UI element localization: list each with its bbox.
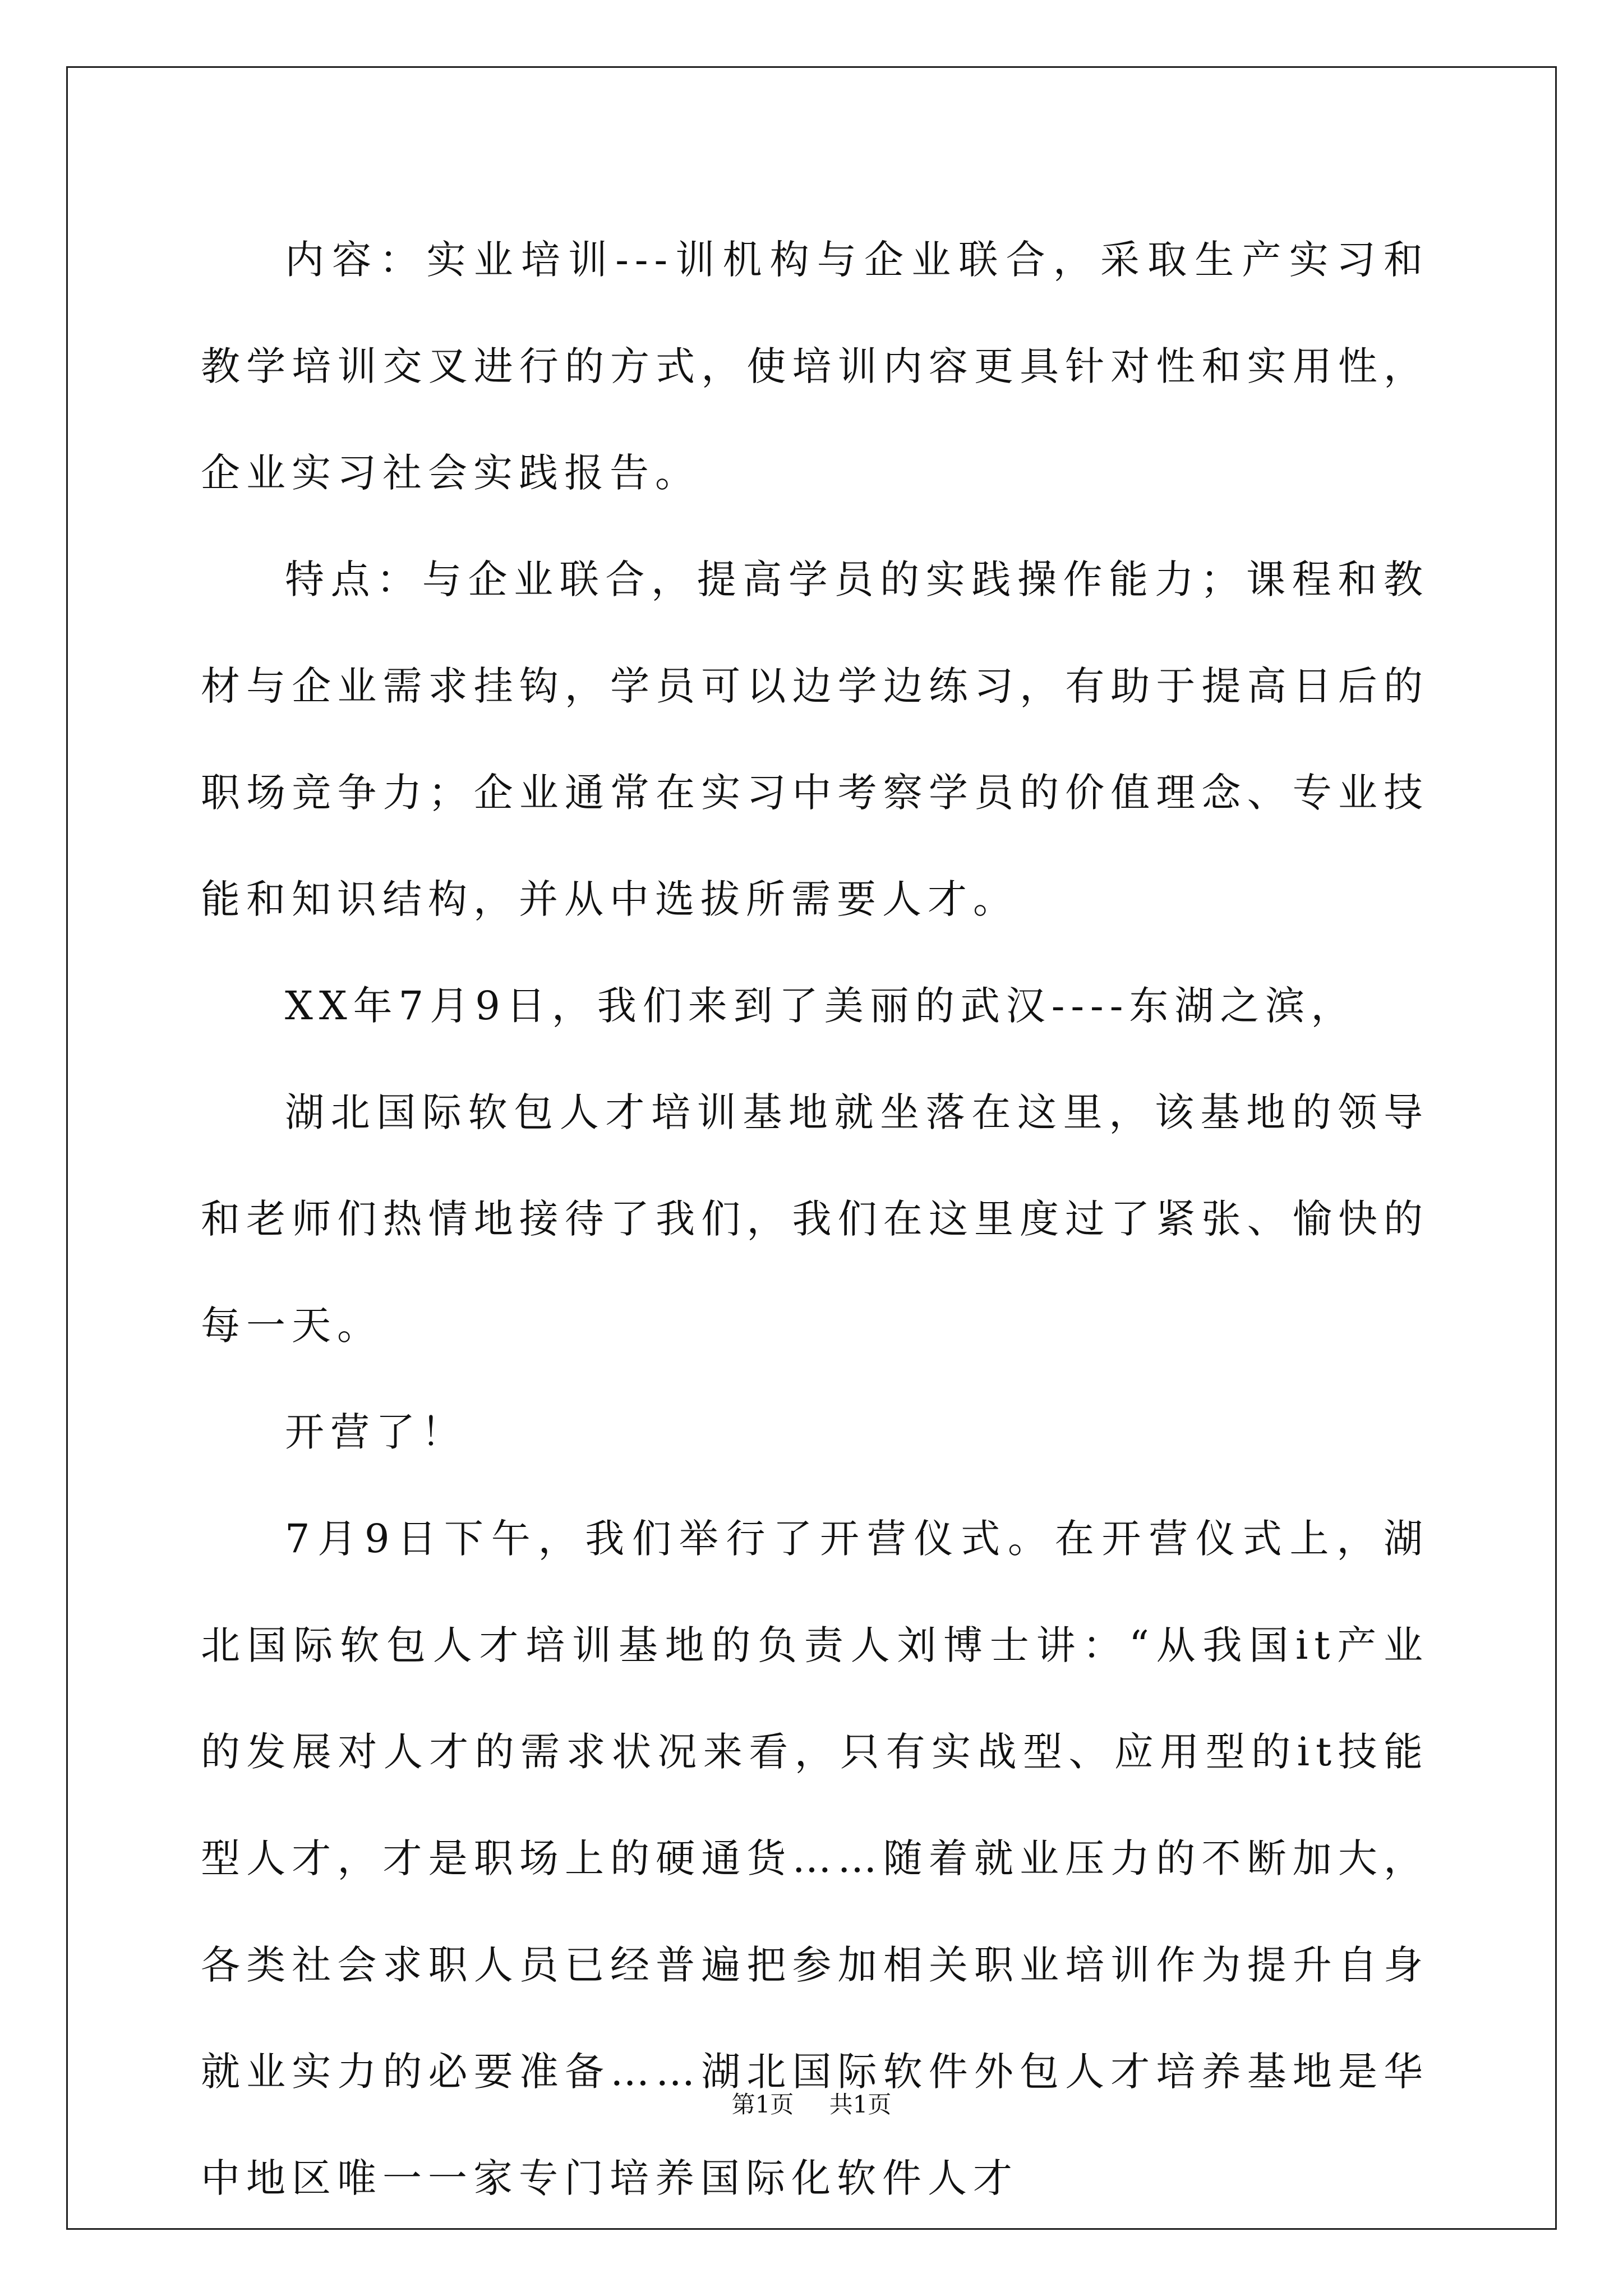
paragraph-ceremony: 7月9日下午，我们举行了开营仪式。在开营仪式上，湖北国际软包人才培训基地的负责人刘博士讲：“从我国it产业的发展对人才的需求状况来看，只有实战型、应用型的it技能型人才，才是职场上的硬通货……随着就业压力的不断加大，各类社会求职人员已经普遍把参加相关职业培训作为提升自身就业实力的必要准备……湖北国际软件外包人才培养基地是华中地区唯一一家专门培养国际化软件人才 bbox=[201, 1516, 1429, 2201]
paragraph-base-intro: 湖北国际软包人才培训基地就坐落在这里，该基地的领导和老师们热情地接待了我们，我们在这里度过了紧张、愉快的每一天。 bbox=[201, 1089, 1429, 1349]
paragraph-arrival-date: XX年7月9日，我们来到了美丽的武汉----东湖之滨， bbox=[285, 983, 1357, 1029]
paragraph-content: 内容：实业培训---训机构与企业联合，采取生产实习和教学培训交叉进行的方式，使培训内容更具针对性和实用性，企业实习社会实践报告。 bbox=[201, 237, 1429, 496]
page-number: 第1页 bbox=[731, 2091, 794, 2118]
page-total: 共1页 bbox=[829, 2091, 892, 2118]
page-footer bbox=[0, 2088, 1623, 2122]
paragraph-camp-open: 开营了！ bbox=[285, 1409, 467, 1455]
document-body bbox=[201, 206, 1429, 2231]
paragraph-features: 特点：与企业联合，提高学员的实践操作能力；课程和教材与企业需求挂钩，学员可以边学边练习，有助于提高日后的职场竞争力；企业通常在实习中考察学员的价值理念、专业技能和知识结构，并从中选拔所需要人才。 bbox=[201, 556, 1429, 922]
